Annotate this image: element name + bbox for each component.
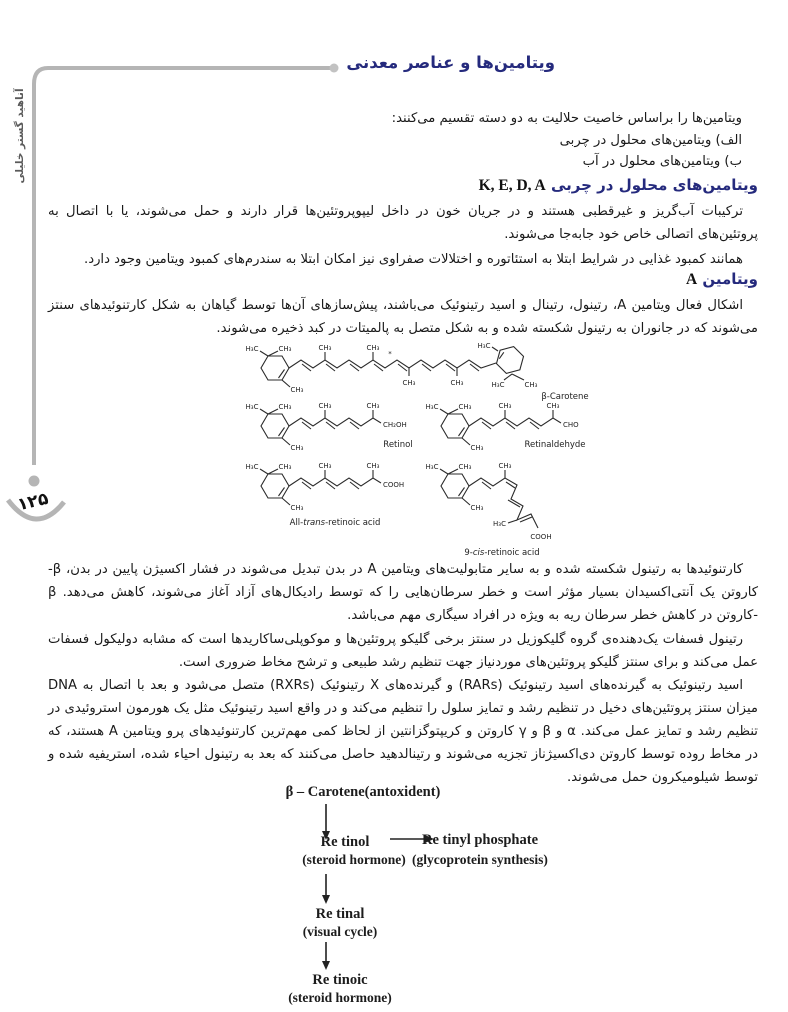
flow-retinol-sub: (steroid hormone) [302,852,406,867]
flow-retinol: Re tinol [320,834,370,850]
page-number: ۱۲۵ [15,488,51,516]
flow-retinal-sub: (visual cycle) [302,924,378,939]
beta-carotene-structure [246,342,589,402]
methyl-label: CH₃ [450,379,464,387]
methyl-label: H₃C [477,342,491,350]
heading-fa: ویتامین‌های محلول در چربی [551,176,758,194]
methyl-label: CH₃ [318,344,332,352]
methyl-label: CH₃ [524,381,538,389]
methyl-label: CH₃ [278,345,292,353]
heading-a-letter: A [685,271,698,288]
structure-name-all-trans: All-trans-retinoic acid [289,518,381,528]
methyl-label: CH₃ [366,462,380,470]
publisher-watermark: آناهید گستر خلیلی [14,88,26,184]
methyl-label: CH₃ [318,402,332,410]
methyl-label: H₃C [245,403,259,411]
paragraph-retinoic-acid: اسید رتینوئیک به گیرنده‌های اسید رتینوئیک (RARs) و گیرنده‌های X رتینوئیک (RXRs) متصل می‌شود و بعد با اتصال به DNA میزان سنتز پروتئین‌های دخیل در تنظیم رشد و تمایز سلول را تنظیم می‌کند و در واقع اسید رتینوئیک مثل یک هورمون استروئیدی در تنظیم رشد و تمایز عمل می‌کند. α و β و γ کاروتن و کریپتوگزانتین از لحاظ کمی مهم‌ترین کارتنوئیدهای پرو ویتامین A هستند، که در مخاط روده توسط کاروتن دی‌اکسیژناز تجزیه می‌شوند و رتینالدهید حاصل می‌کنند که بعد به رتینول احیاء شده، استریفیه شده و توسط شیلومیکرون حمل می‌شوند. [48,678,758,785]
structure-name-9-cis: 9-cis-retinoic acid [464,548,540,558]
heading-vitamin-a [48,270,758,289]
intro-block [48,108,758,173]
heading-fat-soluble-vitamins [48,176,758,195]
intro-line: ویتامین‌ها را براساس خاصیت حلالیت به دو دسته تقسیم می‌کنند: [391,111,742,126]
methyl-label: CH₃ [402,379,416,387]
page-title: ویتامین‌ها و عناصر معدنی [346,53,555,72]
paragraph-deficiency: همانند کمبود غذایی در شرایط ابتلا به استئاتوره و اختلالات صفراوی نیز امکان ابتلا به سندرم‌های کمبود ویتامین وجود دارد. [84,252,743,267]
methyl-label: CH₃ [366,344,380,352]
paragraph-carotenoids: کارتنوئیدها به رتینول شکسته شده و به سایر متابولیت‌های ویتامین A در بدن تبدیل می‌شوند در فشار اکسیژن پایین در بدن، β- کاروتن یک آنتی‌اکسیدان بسیار مؤثر است و خطر سرطان‌هایی را که توسط رادیکال‌های آزاد آغاز می‌شوند، کاهش می‌دهد. β -کاروتن در کاهش خطر سرطان ریه به ویژه در افراد سیگاری مهم می‌باشد. [48,562,758,623]
intro-item-b: ب) ویتامین‌های محلول در آب [582,154,742,169]
methyl-label: CH₃ [458,463,472,471]
methyl-label: CH₃ [366,402,380,410]
arrow-down-icon [322,961,330,970]
vitamin-a-metabolism-flow-diagram [240,784,570,1012]
methyl-label: H₃C [245,463,259,471]
heading-fa: ویتامین [702,270,758,288]
flow-retinyl-sub: (glycoprotein synthesis) [412,852,548,867]
paragraph-retinol-phosphate: رتینول فسفات یک‌دهنده‌ی گروه گلیکوزیل در سنتز برخی گلیکو پروتئین‌ها و موکوپلی‌ساکاریدها است که مشابه دولیکول فسفات عمل می‌کند و برای سنتز گلیکو پروتئین‌های موردنیاز جهت تنظیم رشد طبیعی و ترشح مخاط ضروری است. [48,632,758,670]
aldehyde-label: CHO [563,421,579,429]
methyl-label: CH₃ [546,402,560,410]
heading-vitamin-letters: K, E, D, A [478,177,546,194]
methyl-label: CH₃ [498,402,512,410]
flow-retinal: Re tinal [315,906,365,922]
methyl-label: H₃C [425,463,439,471]
methyl-label: CH₃ [290,444,304,452]
methyl-label: CH₃ [278,403,292,411]
all-trans-retinoic-acid-structure [246,462,405,528]
paragraph-lipoproteins: ترکیبات آب‌گریز و غیرقطبی هستند و در جریان خون در داخل لیپوپروتئین‌ها قرار دارند و حمل می‌شوند، یا با اتصال به پروتئین‌های اتصالی خاص خود جابه‌جا می‌شوند. [48,204,758,242]
methyl-label: H₃C [493,520,506,528]
methyl-label: H₃C [245,345,259,353]
nine-cis-retinoic-acid-structure [426,462,552,558]
retinaldehyde-structure [426,402,586,452]
retinol-structure [246,402,413,452]
carboxyl-label: COOH [383,481,405,489]
methyl-label: CH₃ [458,403,472,411]
flow-retinyl-phosphate: Re tinyl phosphate [421,832,539,848]
structure-name-retinaldehyde: Retinaldehyde [524,440,586,450]
methyl-label: CH₃ [470,504,484,512]
methyl-label: CH₃ [278,463,292,471]
hydroxymethyl-label: CH₂OH [383,421,407,429]
methyl-label: H₃C [491,381,505,389]
methyl-label: H₃C [425,403,439,411]
intro-item-a: الف) ویتامین‌های محلول در چربی [559,132,742,148]
methyl-label: CH₃ [290,386,304,394]
isomer-star: * [388,350,392,358]
methyl-label: CH₃ [498,462,512,470]
paragraph-active-forms: اشکال فعال ویتامین A، رتینول، رتینال و اسید رتینوئیک می‌باشند، پیش‌سازهای آن‌ها توسط گیاهان به شکل کارتنوئیدهای سنتز می‌شوند که در جانوران به رتینول شکسته شده و به شکل متصل به پالمیتات در کبد ذخیره می‌شوند. [48,298,758,336]
flow-retinoic-sub: (steroid hormone) [288,990,392,1005]
chemical-structures-figure [240,342,720,570]
structure-name-beta-carotene: β-Carotene [541,392,589,402]
structure-name-retinol: Retinol [383,440,413,450]
arrow-down-icon [322,895,330,904]
methyl-label: CH₃ [470,444,484,452]
flow-beta-carotene: β – Carotene(antoxident) [285,784,441,800]
rail-dot-bottom [29,476,40,487]
methyl-label: CH₃ [290,504,304,512]
flow-retinoic: Re tinoic [312,972,368,988]
carboxyl-label: COOH [530,533,552,541]
methyl-label: CH₃ [318,462,332,470]
